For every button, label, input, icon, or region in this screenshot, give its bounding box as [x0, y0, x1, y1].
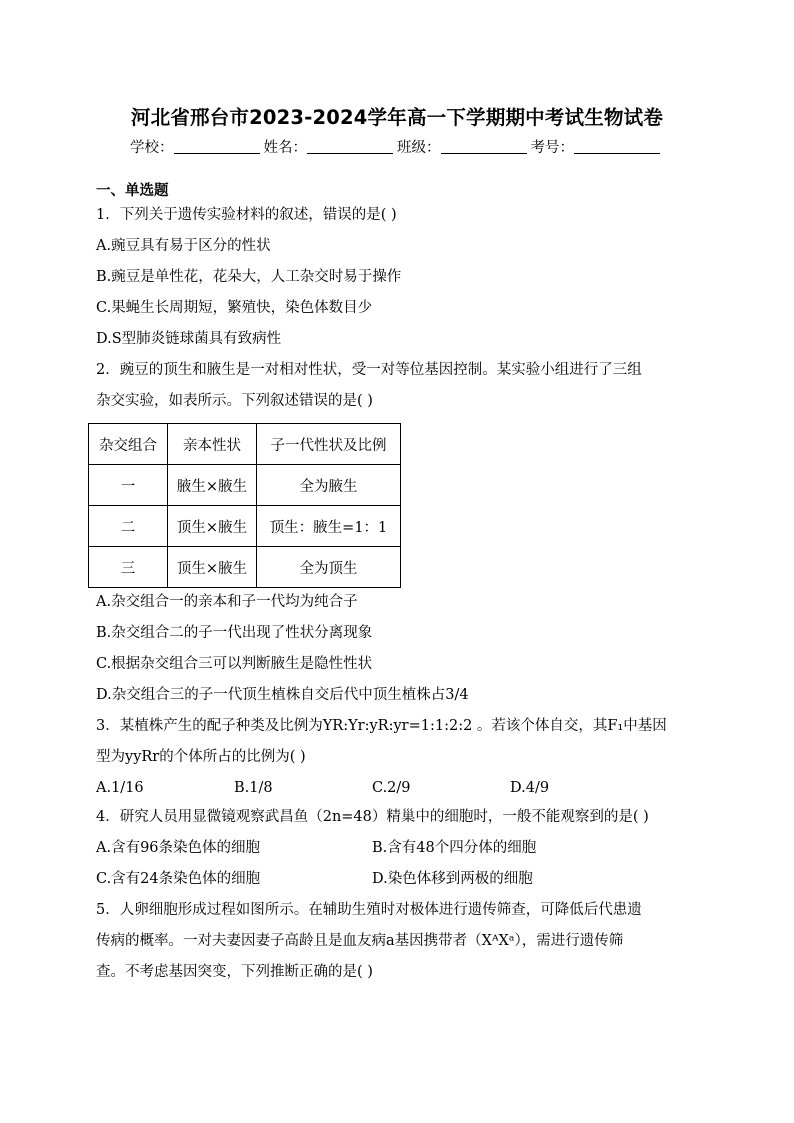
q5-stem-line3: 查。不考虑基因突变，下列推断正确的是( )	[96, 964, 373, 980]
q2-stem-line1: 2．豌豆的顶生和腋生是一对相对性状，受一对等位基因控制。某实验小组进行了三组	[96, 362, 642, 378]
table-row	[89, 547, 401, 588]
cross-results-table	[88, 423, 401, 588]
q3-option-a: A.1/16	[96, 780, 144, 796]
q3-stem-line1: 3．某植株产生的配子种类及比例为YR:Yr:yR:yr=1:1:2:2 。若该个体自交，其F₁中基因	[96, 718, 667, 734]
table-cell: 二	[89, 506, 168, 547]
table-cell: 顶生×腋生	[168, 547, 257, 588]
student-info-row	[0, 136, 794, 157]
q1-option-d: D.S型肺炎链球菌具有致病性	[96, 331, 282, 347]
table-header-cell: 杂交组合	[89, 424, 168, 465]
table-cell: 全为腋生	[257, 465, 401, 506]
table-cell: 腋生×腋生	[168, 465, 257, 506]
school-label: 学校：	[130, 140, 174, 156]
q1-option-c: C.果蝇生长周期短，繁殖快，染色体数目少	[96, 300, 373, 316]
q2-stem-line2: 杂交实验，如表所示。下列叙述错误的是( )	[96, 393, 373, 409]
q5-stem-line1: 5．人卵细胞形成过程如图所示。在辅助生殖时对极体进行遗传筛查，可降低后代患遗	[96, 902, 642, 918]
table-cell: 顶生×腋生	[168, 506, 257, 547]
q4-option-d: D.染色体移到两极的细胞	[372, 871, 533, 887]
q2-option-b: B.杂交组合二的子一代出现了性状分离现象	[96, 625, 373, 641]
q4-option-c: C.含有24条染色体的细胞	[96, 871, 261, 887]
q2-option-d: D.杂交组合三的子一代顶生植株自交后代中顶生植株占3/4	[96, 687, 469, 703]
q3-option-c: C.2/9	[372, 780, 411, 796]
table-row	[89, 506, 401, 547]
q4-option-a: A.含有96条染色体的细胞	[96, 840, 261, 856]
table-row	[89, 465, 401, 506]
table-cell: 三	[89, 547, 168, 588]
section-heading: 一、单选题	[96, 183, 169, 199]
exam-no-blank[interactable]	[574, 139, 660, 154]
name-label: 姓名：	[263, 140, 307, 156]
q1-option-b: B.豌豆是单性花，花朵大，人工杂交时易于操作	[96, 269, 402, 285]
q3-option-d: D.4/9	[510, 780, 550, 796]
class-blank[interactable]	[441, 139, 527, 154]
name-blank[interactable]	[307, 139, 393, 154]
q3-stem-line2: 型为yyRr的个体所占的比例为( )	[96, 749, 306, 765]
table-cell: 一	[89, 465, 168, 506]
school-blank[interactable]	[174, 139, 260, 154]
table-cell: 顶生：腋生=1：1	[257, 506, 401, 547]
table-header-cell: 子一代性状及比例	[257, 424, 401, 465]
q1-stem: 1．下列关于遗传实验材料的叙述，错误的是( )	[96, 207, 397, 223]
table-cell: 全为顶生	[257, 547, 401, 588]
q3-option-b: B.1/8	[234, 780, 273, 796]
q5-stem-line2: 传病的概率。一对夫妻因妻子高龄且是血友病a基因携带者（XᴬXᵃ），需进行遗传筛	[96, 933, 624, 949]
q1-option-a: A.豌豆具有易于区分的性状	[96, 238, 271, 254]
exam-no-label: 考号：	[530, 140, 574, 156]
exam-title: 河北省邢台市2023-2024学年高一下学期期中考试生物试卷	[130, 106, 664, 129]
class-label: 班级：	[397, 140, 441, 156]
q4-stem: 4．研究人员用显微镜观察武昌鱼（2n=48）精巢中的细胞时，一般不能观察到的是( )	[96, 809, 649, 825]
q2-option-a: A.杂交组合一的亲本和子一代均为纯合子	[96, 594, 358, 610]
table-header-row	[89, 424, 401, 465]
q4-option-b: B.含有48个四分体的细胞	[372, 840, 537, 856]
q2-option-c: C.根据杂交组合三可以判断腋生是隐性性状	[96, 656, 373, 672]
table-header-cell: 亲本性状	[168, 424, 257, 465]
